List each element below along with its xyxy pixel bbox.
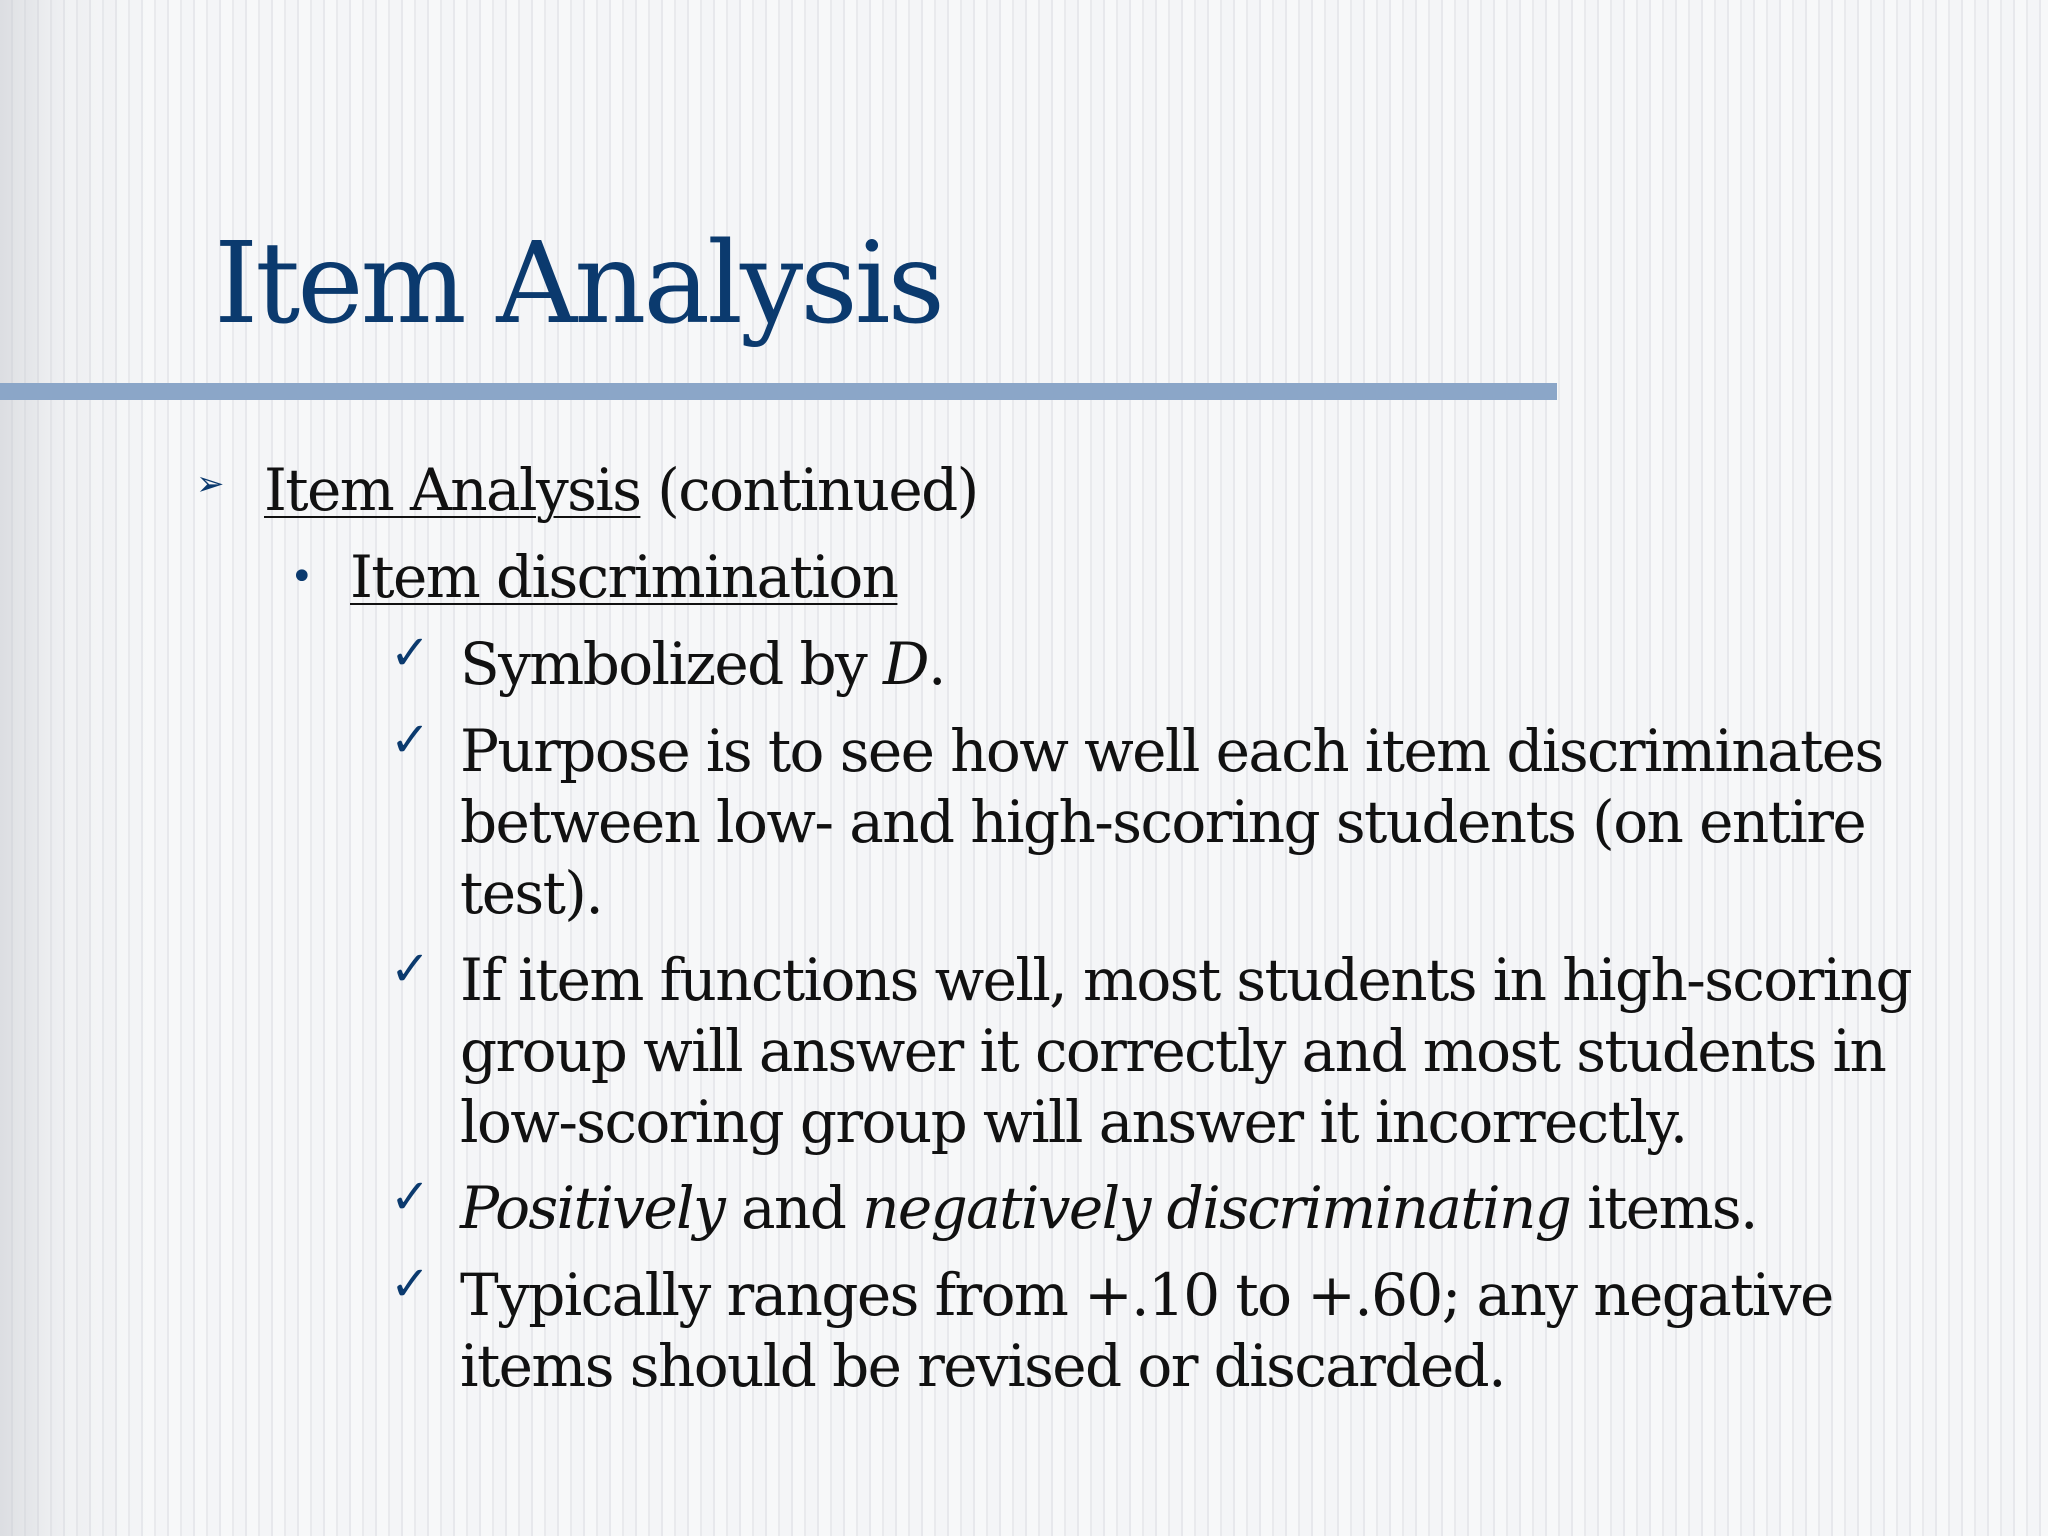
check-item-4-seg-4: items.: [1570, 1174, 1757, 1242]
check-item-4-seg-3: negatively discriminating: [862, 1174, 1571, 1242]
checkmark-icon: ✓: [390, 941, 429, 997]
check-item-4-seg-1: Positively: [460, 1174, 725, 1242]
check-item-3-line-3: low-scoring group will answer it incorrectly.: [460, 1088, 1687, 1156]
level1-label-suffix: (continued): [640, 456, 978, 524]
check-item-2-line-1: Purpose is to see how well each item discriminates: [460, 717, 1883, 785]
check-item-5-line-1: Typically ranges from +.10 to +.60; any negative: [460, 1261, 1833, 1329]
check-item-1-text: Symbolized by: [460, 630, 884, 698]
check-item-1-italic: D: [883, 630, 928, 698]
check-item-2-line-3: test).: [460, 859, 603, 927]
level1-label-underlined: Item Analysis: [264, 456, 641, 524]
check-item-4-seg-2: and: [724, 1174, 863, 1242]
check-item-2-line-2: between low- and high-scoring students (on entire: [460, 788, 1866, 856]
slide-title: Item Analysis: [214, 219, 942, 349]
check-item-1-end: .: [927, 630, 945, 698]
check-item-5-line-2: items should be revised or discarded.: [460, 1332, 1505, 1400]
checkmark-icon: ✓: [390, 712, 429, 768]
checkmark-icon: ✓: [390, 1169, 429, 1225]
title-divider: [0, 383, 1557, 400]
check-item-3-line-2: group will answer it correctly and most students in: [460, 1017, 1886, 1085]
dot-bullet-icon: •: [290, 554, 312, 600]
level2-label: Item discrimination: [350, 543, 898, 611]
arrowhead-bullet-icon: ➢: [196, 464, 223, 504]
checkmark-icon: ✓: [390, 625, 429, 681]
checkmark-icon: ✓: [390, 1256, 429, 1312]
check-item-3-line-1: If item functions well, most students in high-scoring: [460, 946, 1911, 1014]
